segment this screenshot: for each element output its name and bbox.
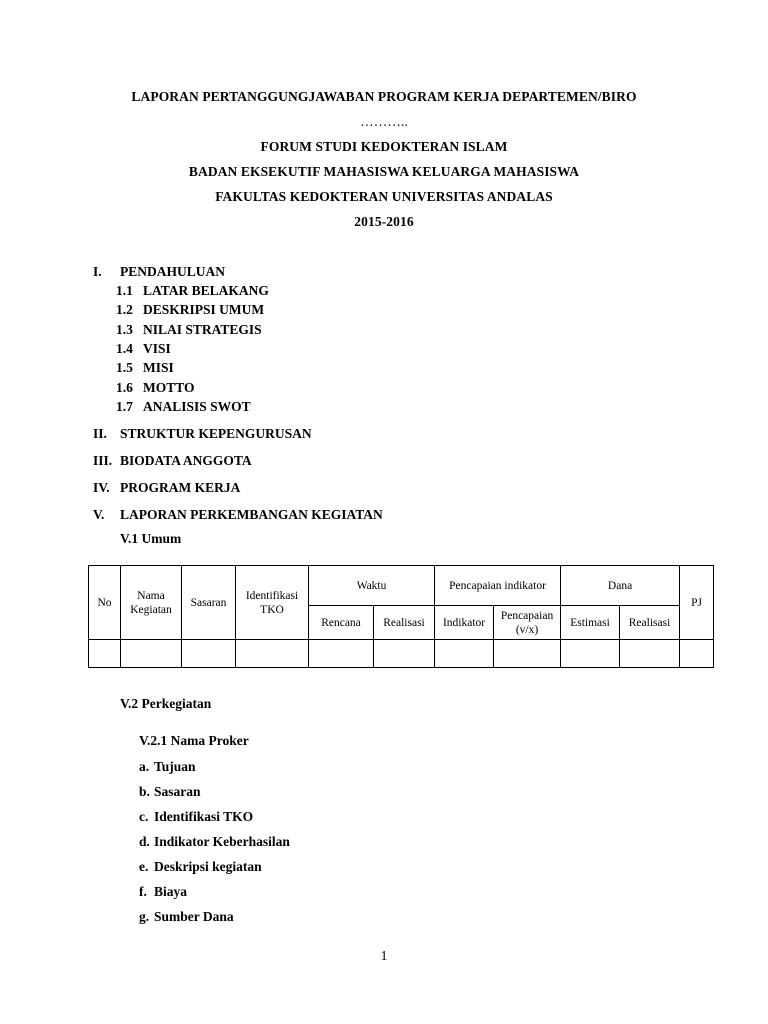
table-cell — [680, 640, 714, 668]
table-cell — [236, 640, 309, 668]
table-cell — [374, 640, 435, 668]
section-1 — [93, 264, 225, 280]
page-number: 1 — [380, 948, 388, 963]
col-indikator: Indikator — [435, 606, 494, 640]
table-cell — [89, 640, 121, 668]
subsection-item: 1.2 DESKRIPSI UMUM — [116, 302, 265, 317]
list-item: e. Deskripsi kegiatan — [139, 859, 262, 874]
subsection-item: 1.7 ANALISIS SWOT — [116, 399, 251, 414]
col-rencana: Rencana — [309, 606, 374, 640]
org-name: FORUM STUDI KEDOKTERAN ISLAM — [260, 139, 508, 154]
list-item: a. Tujuan — [139, 759, 196, 774]
report-title: LAPORAN PERTANGGUNGJAWABAN PROGRAM KERJA DEPARTEMEN/BIRO — [131, 89, 637, 104]
table-cell — [561, 640, 620, 668]
org-parent: BADAN EKSEKUTIF MAHASISWA KELUARGA MAHASISWA — [188, 164, 580, 179]
section-5: V. LAPORAN PERKEMBANGAN KEGIATAN — [93, 507, 383, 522]
col-dana: Dana — [561, 566, 680, 606]
col-realisasi: Realisasi — [374, 606, 435, 640]
col-pencapaian-vx: Pencapaian (v/x) — [494, 606, 561, 640]
subsection-item: 1.6 MOTTO — [116, 380, 195, 395]
subsection-item: 1.1 LATAR BELAKANG — [116, 283, 269, 298]
list-item: c. Identifikasi TKO — [139, 809, 254, 824]
department-placeholder: ……….. — [360, 114, 408, 129]
subsection-v2: V.2 Perkegiatan — [120, 696, 212, 711]
col-sasaran: Sasaran — [182, 566, 236, 640]
table-cell — [309, 640, 374, 668]
list-item: f. Biaya — [139, 884, 188, 899]
section-2: II. STRUKTUR KEPENGURUSAN — [93, 426, 312, 441]
col-realisasi-dana: Realisasi — [620, 606, 680, 640]
section-4: IV. PROGRAM KERJA — [93, 480, 241, 495]
table-cell — [182, 640, 236, 668]
kegiatan-table — [88, 565, 714, 668]
subsection-v21: V.2.1 Nama Proker — [139, 733, 249, 748]
subsection-item: 1.3 NILAI STRATEGIS — [116, 322, 262, 337]
table-cell — [435, 640, 494, 668]
subsection-item: 1.5 MISI — [116, 360, 174, 375]
col-no: No — [89, 566, 121, 640]
list-item: g. Sumber Dana — [139, 909, 234, 924]
col-waktu: Waktu — [309, 566, 435, 606]
col-identifikasi-tko: Identifikasi TKO — [236, 566, 309, 640]
faculty-name: FAKULTAS KEDOKTERAN UNIVERSITAS ANDALAS — [215, 189, 553, 204]
section-1-number: I. — [93, 264, 102, 279]
subsection-v1: V.1 Umum — [120, 531, 182, 546]
table-cell — [494, 640, 561, 668]
col-estimasi: Estimasi — [561, 606, 620, 640]
table-cell — [121, 640, 182, 668]
period: 2015-2016 — [354, 214, 414, 229]
col-pencapaian-indikator: Pencapaian indikator — [435, 566, 561, 606]
table-row — [89, 640, 714, 668]
subsection-item: 1.4 VISI — [116, 341, 171, 356]
col-pj: PJ — [680, 566, 714, 640]
section-1-label: PENDAHULUAN — [120, 264, 226, 279]
list-item: d. Indikator Keberhasilan — [139, 834, 290, 849]
section-3: III. BIODATA ANGGOTA — [93, 453, 252, 468]
table-cell — [620, 640, 680, 668]
col-nama-kegiatan: Nama Kegiatan — [121, 566, 182, 640]
list-item: b. Sasaran — [139, 784, 201, 799]
